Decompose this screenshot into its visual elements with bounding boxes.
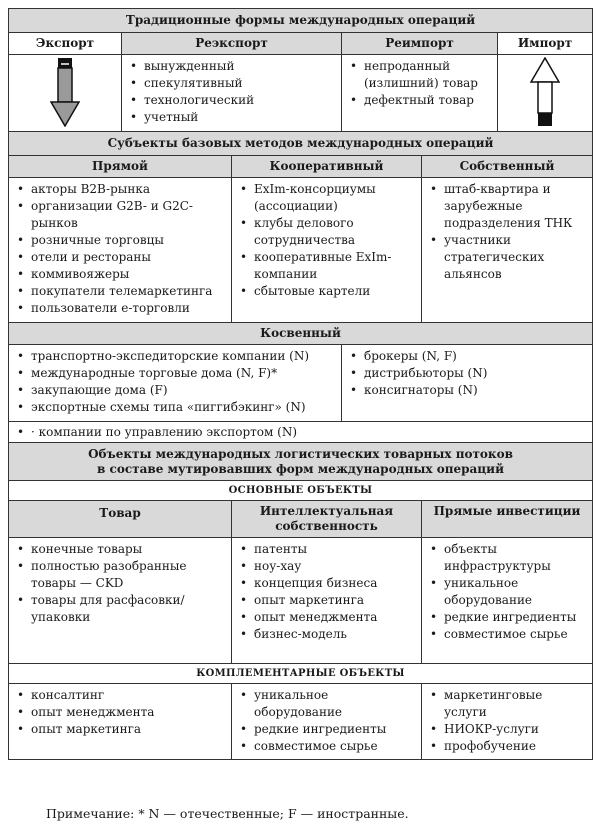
reexport-items (122, 55, 341, 129)
list-item: • сбытовые картели (240, 283, 417, 300)
col-reexport: Реэкспорт (122, 33, 342, 55)
indirect-bottom-cell (9, 422, 593, 443)
objects-title-line-2: в составе мутировавших форм международных операций (97, 462, 504, 476)
compl-list-3 (422, 684, 593, 760)
ip-items (232, 538, 421, 646)
goods-list-cell (9, 538, 232, 664)
list-item: • покупатели телемаркетинга (17, 283, 227, 300)
list-item: • международные торговые дома (N, F)* (17, 365, 337, 382)
list-item: • отели и рестораны (17, 249, 227, 266)
reimport-items (342, 55, 497, 112)
list-item: • транспортно-экспедиторские компании (N) (17, 348, 337, 365)
footnote: Примечание: * N — отечественные; F — иностранные. (46, 806, 409, 821)
list-item: • совместимое сырье (430, 626, 588, 643)
col-cooperative: Кооперативный (232, 156, 422, 178)
col-export: Экспорт (9, 33, 122, 55)
traditional-forms-title: Традиционные формы международных операций (9, 9, 593, 33)
list-item: • непроданный (излишний) товар (350, 58, 493, 92)
schema-table (8, 8, 593, 760)
list-item: • редкие ингредиенты (240, 721, 417, 738)
own-list-cell (422, 178, 593, 323)
list-item: • ноу-хау (240, 558, 417, 575)
main-objects-label: ОСНОВНЫЕ ОБЪЕКТЫ (9, 481, 593, 501)
compl-1 (9, 684, 231, 741)
ip-list-cell (232, 538, 422, 664)
inv-items (422, 538, 592, 646)
col-ip: Интеллектуальная собственность (232, 501, 422, 538)
indirect-title: Косвенный (9, 323, 593, 345)
compl-3 (422, 684, 592, 758)
investments-list-cell (422, 538, 593, 664)
indirect-left (9, 345, 341, 419)
list-item: • полностью разобранные товары — CKD (17, 558, 227, 592)
list-item: • бизнес-модель (240, 626, 417, 643)
list-item: • дефектный товар (350, 92, 493, 109)
import-cell (498, 55, 593, 132)
list-item: • консалтинг (17, 687, 227, 704)
list-item: • штаб-квартира и зарубежные подразделения ТНК (430, 181, 588, 232)
goods-items (9, 538, 231, 629)
list-item: • уникальное оборудование (240, 687, 417, 721)
list-item: • ExIm-консорциумы (ассоциации) (240, 181, 417, 215)
list-item: • розничные торговцы (17, 232, 227, 249)
reimport-list-cell (342, 55, 498, 132)
list-item: • профобучение (430, 738, 588, 755)
complementary-objects-label: КОМПЛЕМЕНТАРНЫЕ ОБЪЕКТЫ (9, 664, 593, 684)
col-import: Импорт (498, 33, 593, 55)
col-investments: Прямые инвестиции (422, 501, 593, 538)
export-management-item: · компании по управлению экспортом (N) (31, 425, 298, 439)
list-item: • акторы B2B-рынка (17, 181, 227, 198)
list-item: • концепция бизнеса (240, 575, 417, 592)
list-item: • участники стратегических альянсов (430, 232, 588, 283)
schema-sheet (8, 8, 592, 760)
list-item: • патенты (240, 541, 417, 558)
list-item: • учетный (130, 109, 337, 126)
col-direct: Прямой (9, 156, 232, 178)
list-item: • уникальное оборудование (430, 575, 588, 609)
arrow-up-icon (530, 57, 560, 127)
list-item: • пользователи e-торговли (17, 300, 227, 317)
compl-list-2 (232, 684, 422, 760)
coop-items (232, 178, 421, 303)
list-item: • брокеры (N, F) (350, 348, 588, 365)
col-goods: Товар (9, 501, 232, 538)
list-item: • товары для расфасовки/ упаковки (17, 592, 227, 626)
objects-title-line-1: Объекты международных логистических товарных потоков (88, 447, 513, 461)
direct-list-cell (9, 178, 232, 323)
list-item: • маркетинговые услуги (430, 687, 588, 721)
list-item: • дистрибьюторы (N) (350, 365, 588, 382)
col-own: Собственный (422, 156, 593, 178)
coop-list-cell (232, 178, 422, 323)
bullet: • (17, 425, 25, 439)
list-item: • вынужденный (130, 58, 337, 75)
subjects-title: Субъекты базовых методов международных операций (9, 132, 593, 156)
list-item: • технологический (130, 92, 337, 109)
list-item: • НИОКР-услуги (430, 721, 588, 738)
arrow-down-icon (50, 57, 80, 127)
list-item: • объекты инфраструктуры (430, 541, 588, 575)
list-item: • консигнаторы (N) (350, 382, 588, 399)
list-item: • редкие ингредиенты (430, 609, 588, 626)
list-item: • опыт менеджмента (240, 609, 417, 626)
own-items (422, 178, 592, 286)
list-item: • коммивояжеры (17, 266, 227, 283)
list-item: • спекулятивный (130, 75, 337, 92)
export-cell (9, 55, 122, 132)
list-item: • совместимое сырье (240, 738, 417, 755)
list-item: • конечные товары (17, 541, 227, 558)
list-item: • клубы делового сотрудничества (240, 215, 417, 249)
indirect-left-cell (9, 345, 342, 422)
list-item: • закупающие дома (F) (17, 382, 337, 399)
objects-title (9, 443, 593, 481)
reexport-list-cell (122, 55, 342, 132)
compl-2 (232, 684, 421, 758)
col-reimport: Реимпорт (342, 33, 498, 55)
indirect-right-cell (342, 345, 593, 422)
list-item: • организации G2B- и G2C-рынков (17, 198, 227, 232)
list-item: • опыт менеджмента (17, 704, 227, 721)
list-item: • кооперативные ExIm-компании (240, 249, 417, 283)
compl-list-1 (9, 684, 232, 760)
indirect-right (342, 345, 592, 402)
list-item: • экспортные схемы типа «пиггибэкинг» (N) (17, 399, 337, 416)
list-item: • опыт маркетинга (240, 592, 417, 609)
direct-items (9, 178, 231, 320)
list-item: • опыт маркетинга (17, 721, 227, 738)
